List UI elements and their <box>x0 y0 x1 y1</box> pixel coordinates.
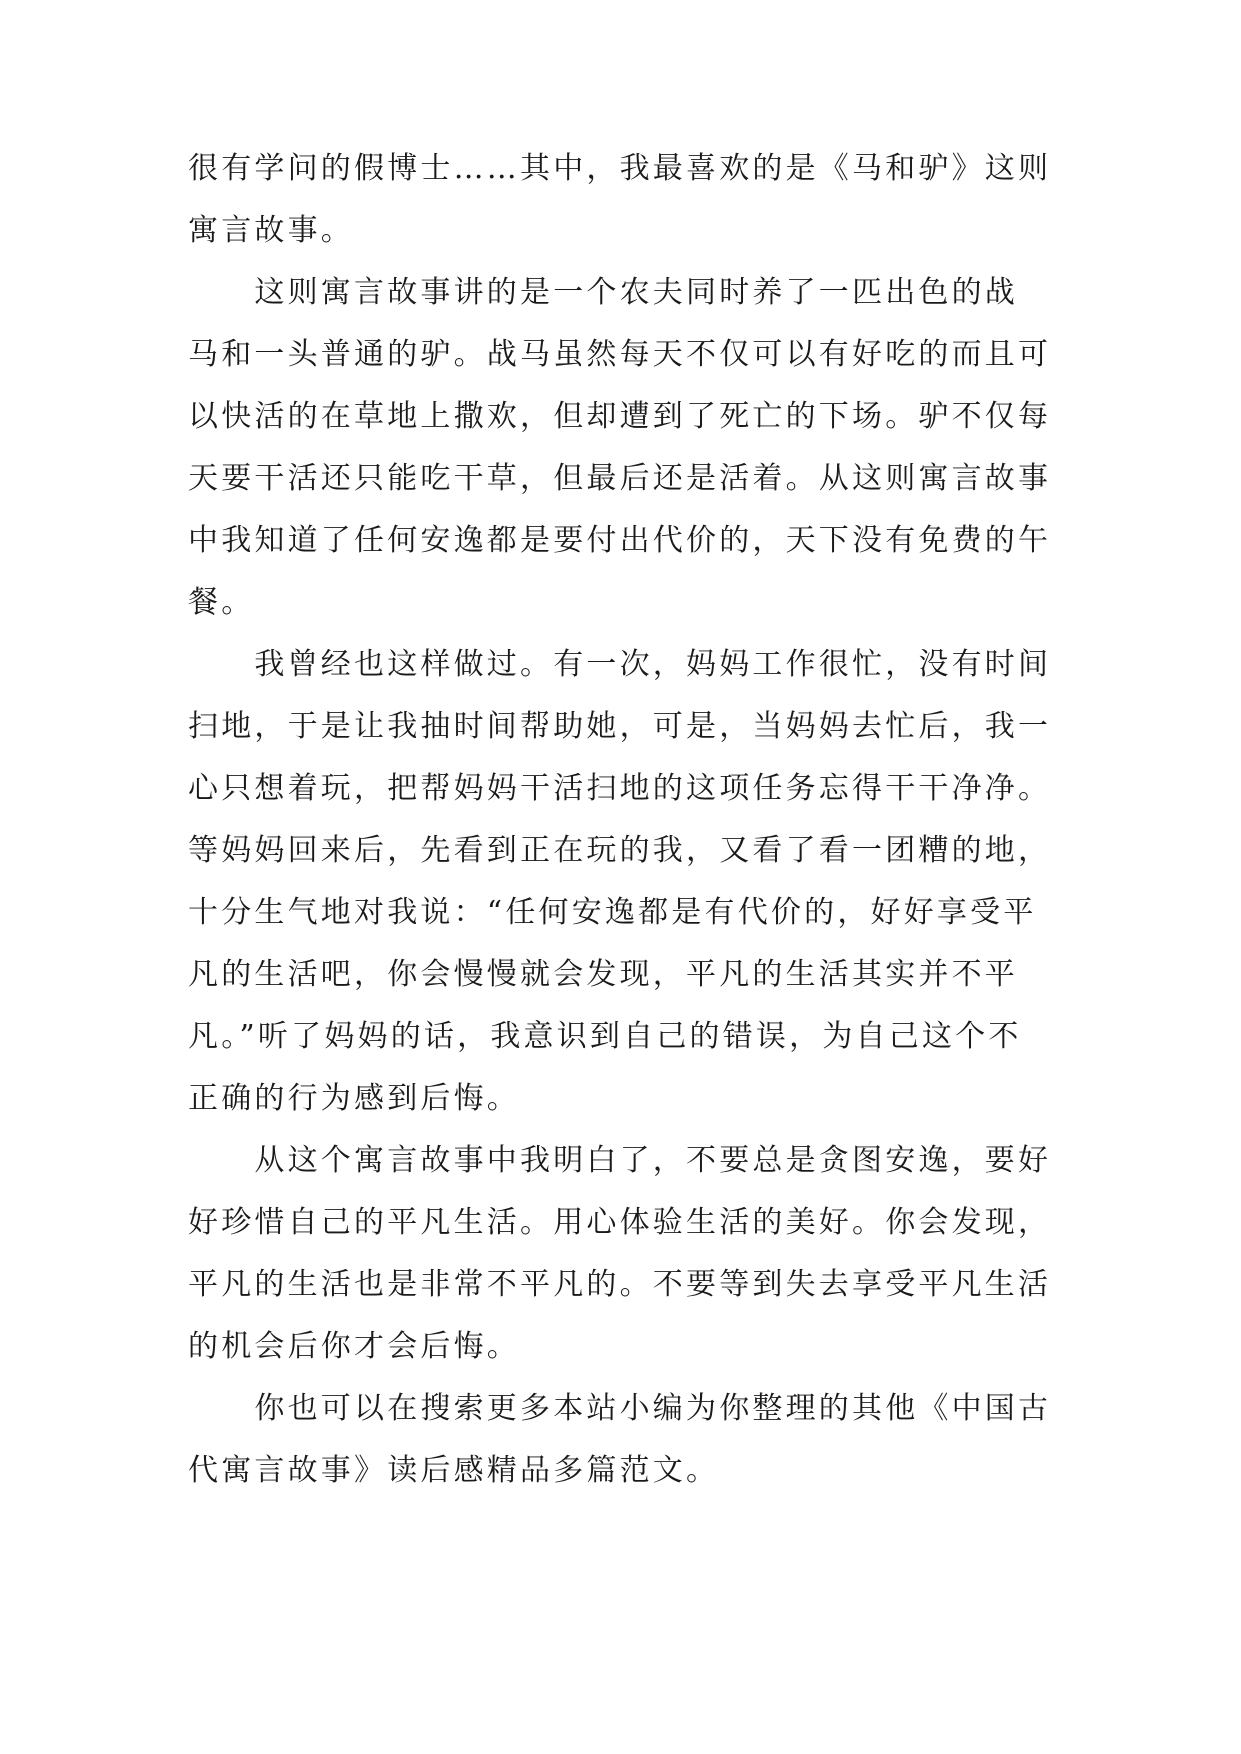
text-line: 天要干活还只能吃干草，但最后还是活着。从这则寓言故事 <box>188 461 1052 496</box>
text-line: 凡。”听了妈妈的话，我意识到自己的错误，为自己这个不 <box>188 1019 1022 1054</box>
text-line: 中我知道了任何安逸都是要付出代价的，天下没有免费的午 <box>188 523 1052 558</box>
text-line: 正确的行为感到后悔。 <box>188 1081 520 1116</box>
text-line: 凡的生活吧，你会慢慢就会发现，平凡的生活其实并不平 <box>188 957 1018 992</box>
paragraph-5 <box>188 1378 1054 1502</box>
text-line: 从这个寓言故事中我明白了，不要总是贪图安逸，要好 <box>188 1143 1052 1178</box>
text-line: 很有学问的假博士……其中，我最喜欢的是《马和驴》这则 <box>188 151 1052 186</box>
text-line: 十分生气地对我说：“任何安逸都是有代价的，好好享受平 <box>188 895 1037 930</box>
paragraph-4 <box>188 1130 1054 1378</box>
text-line: 扫地，于是让我抽时间帮助她，可是，当妈妈去忙后，我一 <box>188 709 1052 744</box>
text-line: 平凡的生活也是非常不平凡的。不要等到失去享受平凡生活 <box>188 1267 1052 1302</box>
text-line: 马和一头普通的驴。战马虽然每天不仅可以有好吃的而且可 <box>188 337 1052 372</box>
text-line: 的机会后你才会后悔。 <box>188 1329 520 1364</box>
paragraph-1 <box>188 138 1054 262</box>
text-line: 等妈妈回来后，先看到正在玩的我，又看了看一团糟的地， <box>188 833 1052 868</box>
text-line: 餐。 <box>188 585 255 620</box>
text-line: 以快活的在草地上撒欢，但却遭到了死亡的下场。驴不仅每 <box>188 399 1052 434</box>
text-line: 寓言故事。 <box>188 213 354 248</box>
text-line: 代寓言故事》读后感精品多篇范文。 <box>188 1453 720 1488</box>
document-body <box>188 138 1054 1502</box>
text-line: 你也可以在搜索更多本站小编为你整理的其他《中国古 <box>188 1391 1052 1426</box>
text-line: 这则寓言故事讲的是一个农夫同时养了一匹出色的战 <box>188 275 1018 310</box>
text-line: 心只想着玩，把帮妈妈干活扫地的这项任务忘得干干净净。 <box>188 771 1052 806</box>
text-line: 我曾经也这样做过。有一次，妈妈工作很忙，没有时间 <box>188 647 1052 682</box>
paragraph-2 <box>188 262 1054 634</box>
paragraph-3 <box>188 634 1054 1130</box>
text-line: 好珍惜自己的平凡生活。用心体验生活的美好。你会发现， <box>188 1205 1052 1240</box>
